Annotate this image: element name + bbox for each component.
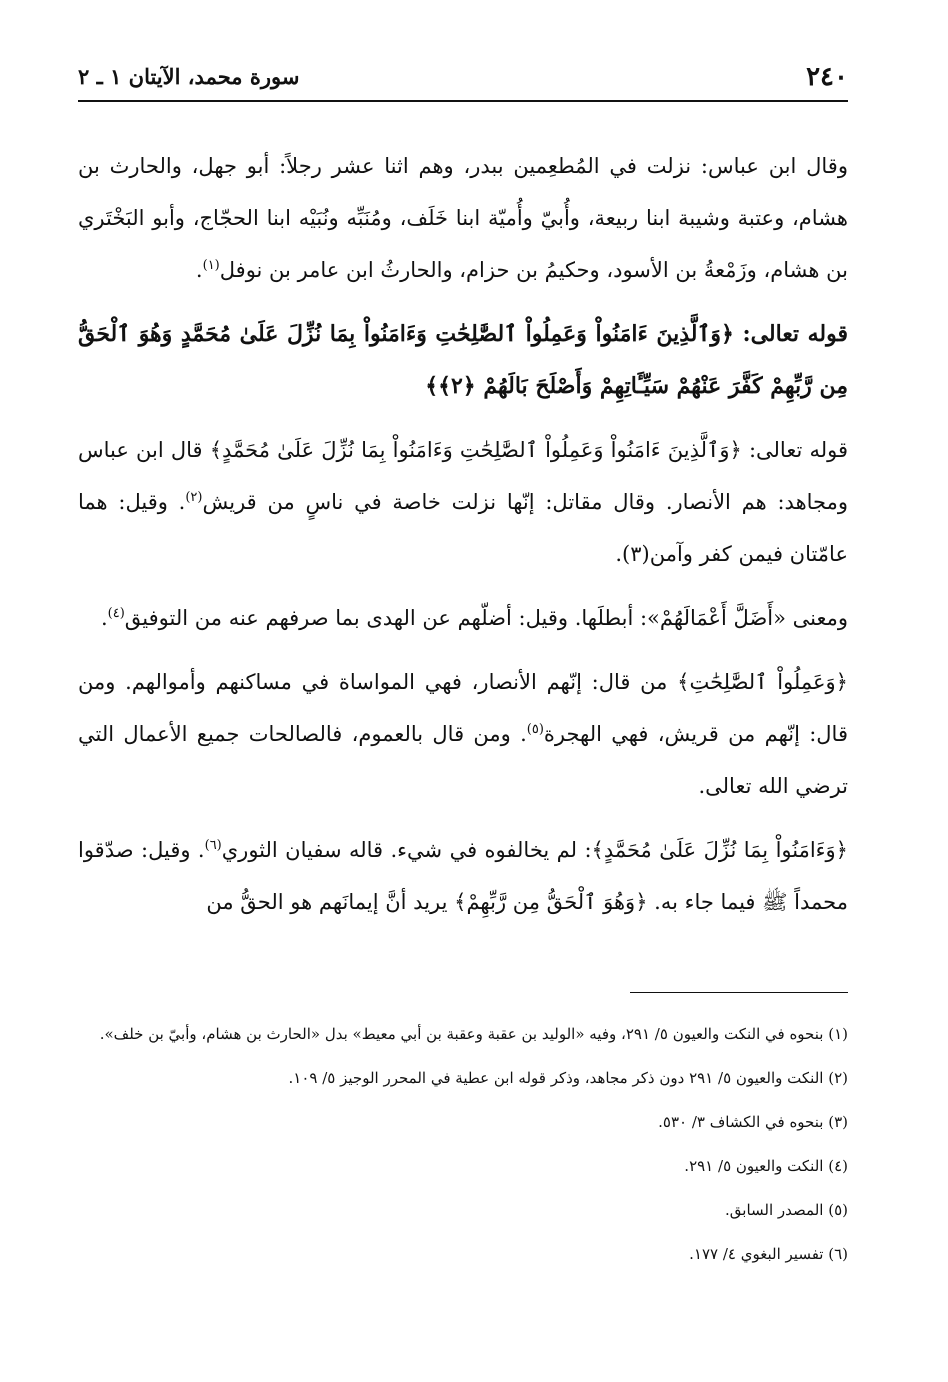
paragraph-5: ﴿وَءَامَنُواْ بِمَا نُزِّلَ عَلَىٰ مُحَمَّدٍ﴾: لم يخالفوه في شيء. قاله سفيان الثوري$^{(٦)}$. وقيل: صدّقوا محمداً ﷺ فيما جاء به. ﴿وَهُوَ ٱلْحَقُّ مِن رَّبِّهِمْ﴾ يريد أنَّ إيمانَهم هو الحقُّ من — [78, 838, 848, 914]
footnote-ref-6: (٦) — [204, 838, 222, 853]
footnote-ref-4: (٤) — [107, 606, 125, 621]
footnote-ref-5: (٥) — [526, 722, 544, 737]
footnote-ref-2: (٢) — [185, 490, 203, 505]
footnote-3: (٣) بنحوه في الكشاف ٣/ ٥٣٠. — [658, 1113, 848, 1131]
footnote-4: (٤) النكت والعيون ٥/ ٢٩١. — [684, 1157, 848, 1175]
page-header — [78, 62, 848, 102]
footnote-2: (٢) النكت والعيون ٥/ ٢٩١ دون ذكر مجاهد، وذكر قوله ابن عطية في المحرر الوجيز ٥/ ١٠٩. — [288, 1069, 848, 1087]
footnote-ref-1: (١) — [202, 258, 220, 273]
footnotes — [78, 1018, 848, 1282]
main-text — [78, 140, 848, 940]
footnote-5: (٥) المصدر السابق. — [725, 1201, 848, 1219]
quran-verse-heading: قوله تعالى: ﴿وَٱلَّذِينَ ءَامَنُواْ وَعَمِلُواْ ٱلصَّٰلِحَٰتِ وَءَامَنُواْ بِمَا نُزِّلَ عَلَىٰ مُحَمَّدٍ وَهُوَ ٱلْحَقُّ مِن رَّبِّهِمْ كَفَّرَ عَنْهُمْ سَيِّـَٔاتِهِمْ وَأَصْلَحَ بَالَهُمْ ﴿٢﴾﴾ — [78, 321, 848, 399]
paragraph-3: ومعنى «أَضَلَّ أَعْمَالَهُمْ»: أبطلَها. وقيل: أضلّهم عن الهدى بما صرفهم عنه من التوفيق$^{(٤)}$. — [100, 606, 848, 630]
footnote-divider — [630, 992, 848, 993]
running-title: سورة محمد، الآيتان ١ ـ ٢ — [78, 64, 300, 89]
paragraph-1: وقال ابن عباس: نزلت في المُطعِمين ببدر، وهم اثنا عشر رجلاً: أبو جهل، والحارث بن هشام، وعتبة وشيبة ابنا ربيعة، وأُبيّ وأُميّة ابنا خَلَف، ومُنَبِّه ونُبَيْه ابنا الحجّاج، وأبو البَخْتَري بن هشام، وزَمْعةُ بن الأسود، وحكيمُ بن حزام، والحارثُ ابن عامر بن نوفل$^{(١)}$. — [78, 154, 848, 282]
page-number: ٢٤٠ — [806, 62, 848, 92]
paragraph-4: ﴿وَعَمِلُواْ ٱلصَّٰلِحَٰتِ﴾ من قال: إنّهم الأنصار، فهي المواساة في مساكنهم وأموالهم. ومن قال: إنّهم من قريش، فهي الهجرة$^{(٥)}$. ومن قال بالعموم، فالصالحات جميع الأعمال التي ترضي الله تعالى. — [78, 670, 848, 798]
header-rule — [78, 100, 848, 102]
paragraph-2: قوله تعالى: ﴿وَٱلَّذِينَ ءَامَنُواْ وَعَمِلُواْ ٱلصَّٰلِحَٰتِ وَءَامَنُواْ بِمَا نُزِّلَ عَلَىٰ مُحَمَّدٍ﴾ قال ابن عباس ومجاهد: هم الأنصار. وقال مقاتل: إنّها نزلت خاصة في ناسٍ من قريش$^{(٢)}$. وقيل: هما عامّتان فيمن كفر وآمن(٣). — [78, 438, 848, 566]
footnote-1: (١) بنحوه في النكت والعيون ٥/ ٢٩١، وفيه «الوليد بن عقبة وعقبة بن أبي معيط» بدل «الحارث بن هشام، وأبيّ بن خلف». — [99, 1025, 848, 1043]
footnote-6: (٦) تفسير البغوي ٤/ ١٧٧. — [689, 1245, 848, 1263]
